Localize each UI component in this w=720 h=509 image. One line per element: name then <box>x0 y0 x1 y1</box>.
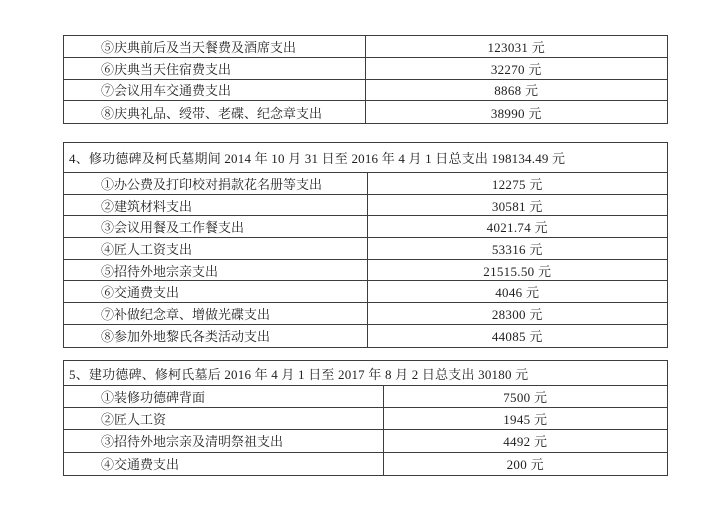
table-row <box>64 173 667 195</box>
expense-value-cell <box>368 325 667 347</box>
expense-label-cell <box>64 58 366 79</box>
expense-value-cell <box>366 101 667 123</box>
expense-label: ⑤庆典前后及当天餐费及酒席支出 <box>101 39 297 55</box>
table-row <box>64 281 667 303</box>
expense-label-cell <box>64 195 368 216</box>
expense-value: 21515.50 元 <box>483 263 552 279</box>
expense-value-cell <box>368 238 667 259</box>
expense-label: ③招待外地宗亲及清明祭祖支出 <box>101 434 284 450</box>
expense-value-cell <box>368 303 667 324</box>
table-row <box>64 238 667 260</box>
expense-value: 4046 元 <box>495 285 540 301</box>
expense-label: ②匠人工资 <box>101 412 167 428</box>
expense-value: 4021.74 元 <box>486 220 548 236</box>
table-row <box>64 408 667 430</box>
expense-value-cell <box>368 173 667 194</box>
expense-label: ⑤招待外地宗亲支出 <box>101 263 219 279</box>
expense-label: ⑥交通费支出 <box>101 285 180 301</box>
expense-value-cell <box>366 58 667 79</box>
expense-label-cell <box>64 430 384 451</box>
table-row <box>64 430 667 452</box>
expense-label-cell <box>64 260 368 281</box>
expense-value: 28300 元 <box>491 306 543 322</box>
expense-label-cell <box>64 216 368 237</box>
expense-label-cell <box>64 173 368 194</box>
expense-value-cell <box>384 408 668 429</box>
table-row <box>64 36 667 58</box>
expense-value-cell <box>368 216 667 237</box>
expense-label: ⑦会议用车交通费支出 <box>101 83 232 99</box>
expense-value: 1945 元 <box>503 412 548 428</box>
expense-label-cell <box>64 453 384 475</box>
section-heading <box>64 143 667 173</box>
expense-value: 4492 元 <box>503 434 548 450</box>
expense-value-cell <box>366 36 667 57</box>
expense-label: ⑧庆典礼品、绶带、老碟、纪念章支出 <box>101 105 323 121</box>
expense-label-cell <box>64 281 368 302</box>
table-row <box>64 80 667 102</box>
expense-value-cell <box>384 430 668 451</box>
expense-label-cell <box>64 101 366 123</box>
expense-label: ⑦补做纪念章、增做光碟支出 <box>101 306 271 322</box>
table-row <box>64 386 667 408</box>
expense-value: 200 元 <box>506 457 544 473</box>
expense-label: ④匠人工资支出 <box>101 241 193 257</box>
section-heading <box>64 361 667 386</box>
table-row <box>64 101 667 123</box>
section-heading-text: 5、建功德碑、修柯氏墓后 2016 年 4 月 1 日至 2017 年 8 月 2 日总支出 30180 元 <box>69 366 529 382</box>
expense-value: 123031 元 <box>487 39 546 55</box>
expense-label-cell <box>64 325 368 347</box>
expense-label-cell <box>64 386 384 407</box>
expense-value: 53316 元 <box>491 241 543 257</box>
expense-label-cell <box>64 36 366 57</box>
expense-value-cell <box>366 80 667 101</box>
expense-table-section-4 <box>63 142 668 348</box>
expense-value: 44085 元 <box>491 329 543 345</box>
expense-value: 32270 元 <box>490 61 542 77</box>
expense-value-cell <box>368 281 667 302</box>
table-row <box>64 303 667 325</box>
expense-label-cell <box>64 408 384 429</box>
expense-value-cell <box>384 453 668 475</box>
table-row <box>64 453 667 475</box>
expense-label: ②建筑材料支出 <box>101 198 193 214</box>
expense-value: 7500 元 <box>503 390 548 406</box>
expense-label: ⑧参加外地黎氏各类活动支出 <box>101 329 271 345</box>
table-row <box>64 58 667 80</box>
expense-label: ①办公费及打印校对捐款花名册等支出 <box>101 176 323 192</box>
expense-table-previous-section <box>63 35 668 124</box>
expense-label: ①装修功德碑背面 <box>101 390 206 406</box>
section-heading-text: 4、修功德碑及柯氏墓期间 2014 年 10 月 31 日至 2016 年 4 月 1 日总支出 198134.49 元 <box>69 151 566 166</box>
expense-value-cell <box>384 386 668 407</box>
expense-label: ⑥庆典当天住宿费支出 <box>101 61 232 77</box>
expense-value-cell <box>368 195 667 216</box>
expense-value-cell <box>368 260 667 281</box>
expense-label-cell <box>64 80 366 101</box>
expense-label: ④交通费支出 <box>101 457 180 473</box>
table-row <box>64 195 667 217</box>
expense-value: 30581 元 <box>491 198 543 214</box>
expense-table-section-5 <box>63 360 668 476</box>
table-row <box>64 216 667 238</box>
expense-label: ③会议用餐及工作餐支出 <box>101 220 245 236</box>
expense-value: 38990 元 <box>490 105 542 121</box>
expense-label-cell <box>64 303 368 324</box>
table-row <box>64 325 667 347</box>
expense-label-cell <box>64 238 368 259</box>
table-row <box>64 260 667 282</box>
expense-value: 12275 元 <box>491 176 543 192</box>
expense-value: 8868 元 <box>494 83 539 99</box>
